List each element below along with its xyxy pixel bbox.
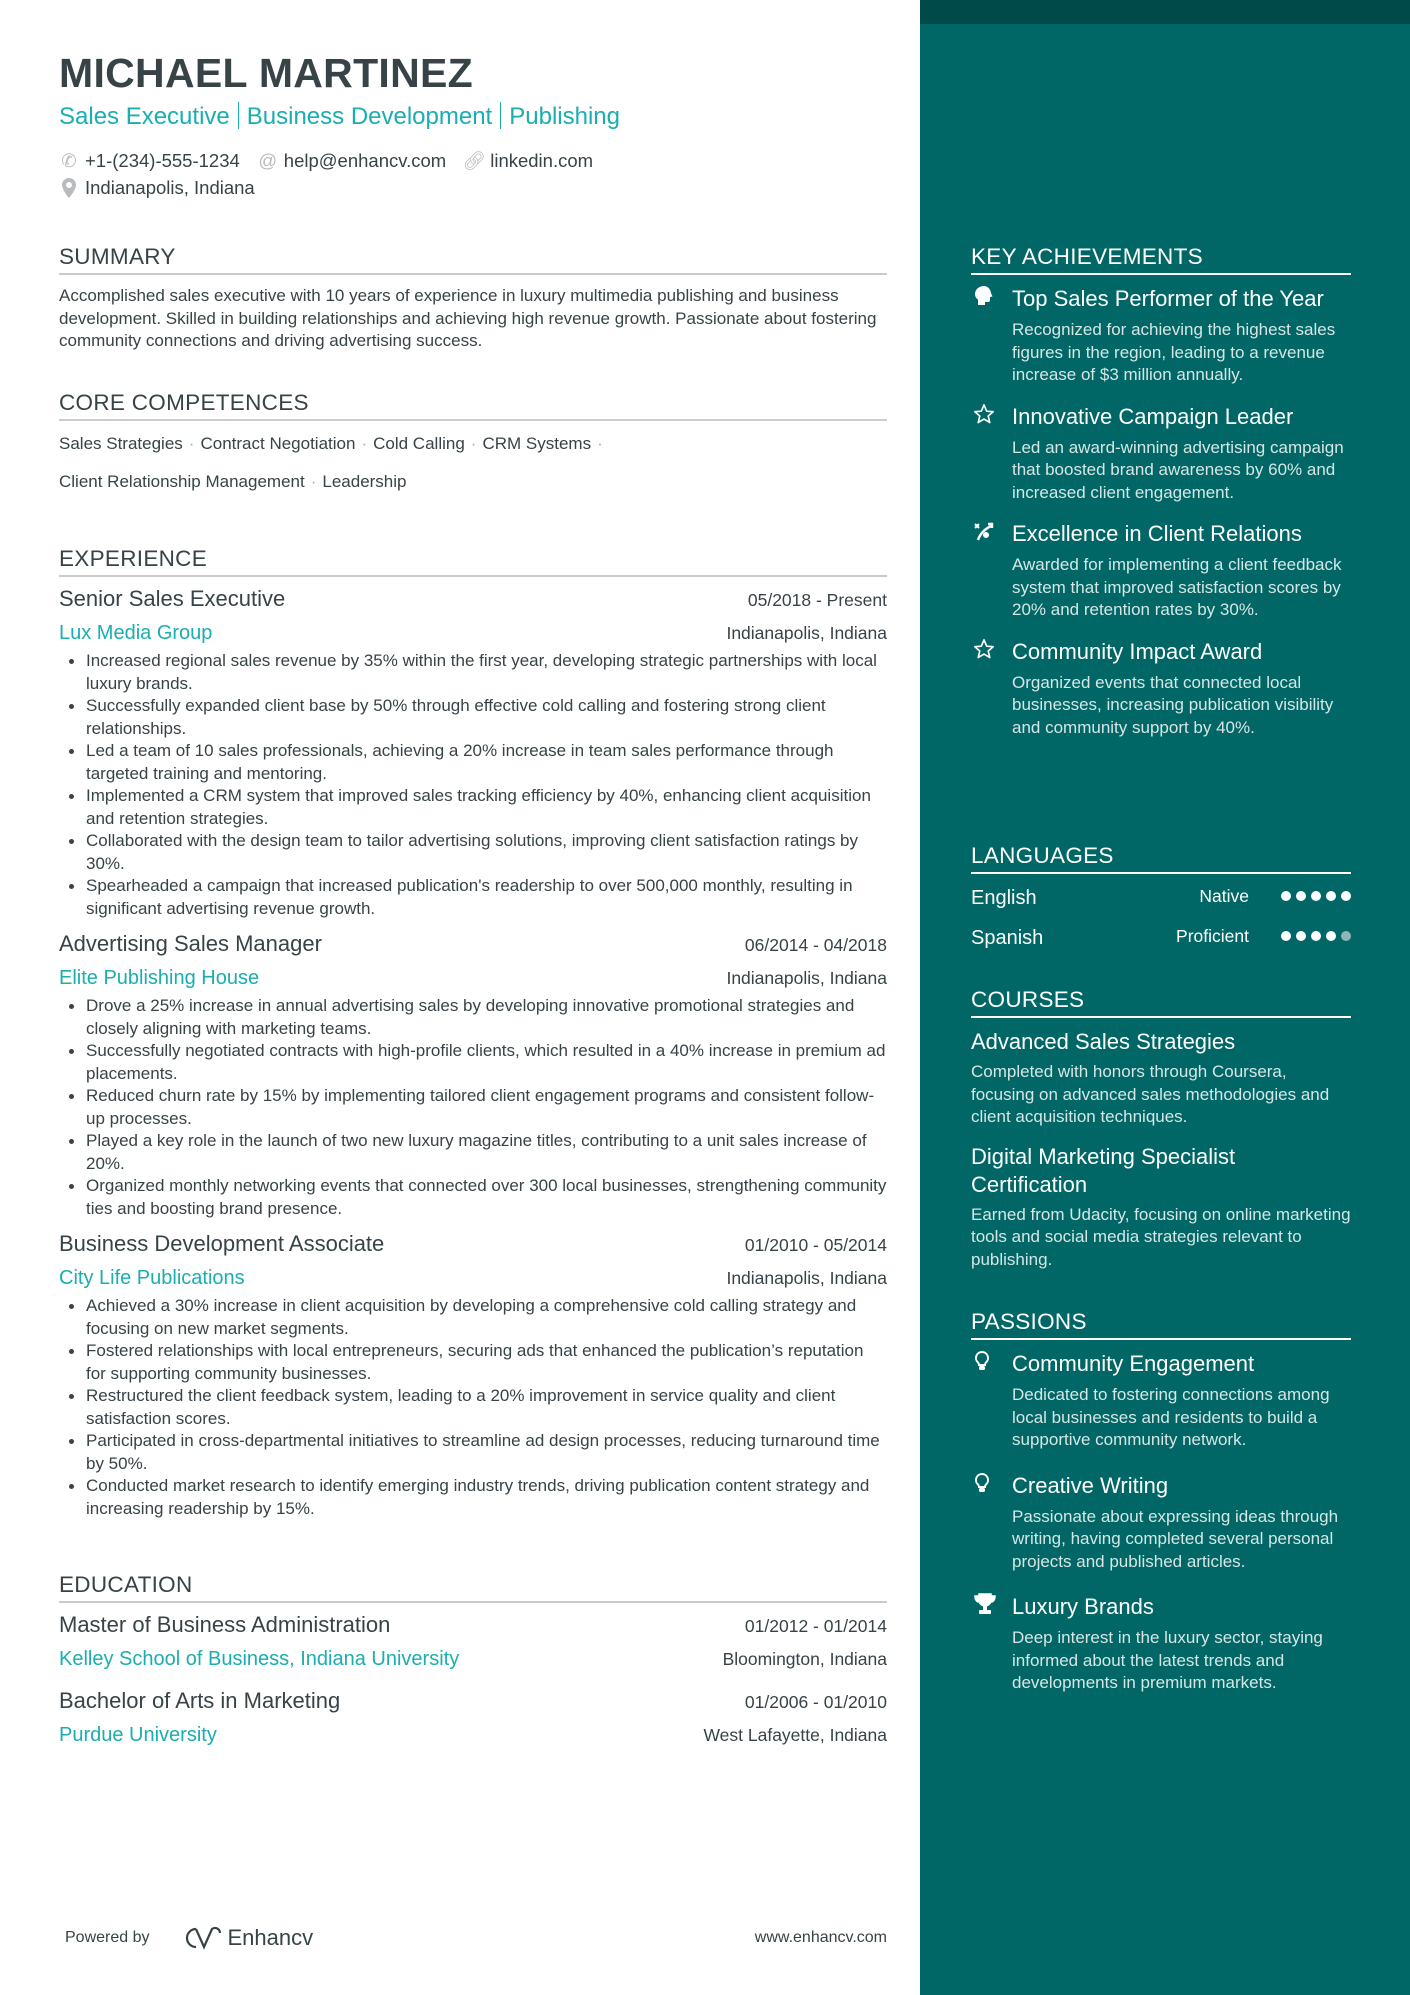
divider — [500, 102, 501, 129]
competence-item: Client Relationship Management — [59, 472, 305, 491]
passions-item — [971, 1350, 1351, 1452]
language-level: Native — [1199, 885, 1249, 906]
achievements-description: Awarded for implementing a client feedback system that improved satisfaction scores by 20% and retention rates by 30%. — [1012, 555, 1342, 619]
course-item — [971, 1028, 1351, 1129]
email[interactable]: help@enhancv.com — [283, 149, 447, 171]
job-subheader — [59, 961, 887, 995]
section-heading: LANGUAGES — [971, 840, 1351, 874]
phone[interactable]: +1-(234)-555-1234 — [85, 149, 240, 171]
rating-dot — [1326, 931, 1336, 941]
bullet-list — [59, 995, 887, 1220]
separator-dot: · — [188, 434, 195, 453]
separator-dot: · — [470, 434, 477, 453]
job-entry — [59, 581, 887, 920]
job-dates: 05/2018 - Present — [747, 590, 887, 610]
linkedin[interactable]: linkedin.com — [490, 149, 594, 171]
competence-list — [59, 425, 887, 501]
course-description: Earned from Udacity, focusing on online marketing tools and social media strategies relevant to publishing. — [971, 1204, 1351, 1269]
competence-item: Sales Strategies — [59, 434, 183, 453]
section-heading: PASSIONS — [971, 1306, 1351, 1340]
location: Indianapolis, Indiana — [85, 176, 255, 198]
section-heading: SUMMARY — [59, 241, 887, 275]
achievements-item — [971, 638, 1351, 740]
achievements-description: Recognized for achieving the highest sales figures in the region, leading to a revenue increase of $3 million annually. — [1012, 320, 1336, 384]
course-item — [971, 1143, 1351, 1272]
bullet-item: Successfully negotiated contracts with high-profile clients, which resulted in a 40% increase in premium ad placements. — [59, 1040, 887, 1085]
summary-text: Accomplished sales executive with 10 years of experience in luxury multimedia publishing and business development. Skilled in building relationships and achieving high revenue growth. Passionate about fostering community connections and driving advertising success. — [59, 286, 877, 350]
degree: Master of Business Administration — [59, 1612, 391, 1637]
bullet-item: Increased regional sales revenue by 35% within the first year, developing strategic partnerships with local luxury brands. — [59, 650, 887, 695]
education-dates: 01/2012 - 01/2014 — [744, 1616, 887, 1636]
rating-dot — [1311, 931, 1321, 941]
title-part: Business Development — [246, 103, 493, 130]
bullet-item: Collaborated with the design team to tailor advertising solutions, improving client satisfaction ratings by 30%. — [59, 830, 887, 875]
achievements-title: Excellence in Client Relations — [1012, 521, 1302, 546]
passions-section — [971, 1306, 1351, 1695]
passions-title: Creative Writing — [1012, 1472, 1169, 1498]
company-name[interactable]: Elite Publishing House — [59, 967, 260, 989]
summary-section — [59, 241, 887, 353]
job-header — [59, 1226, 887, 1261]
education-entry — [59, 1607, 887, 1676]
passions-description: Dedicated to fostering connections among local businesses and residents to build a supportive community network. — [1012, 1385, 1330, 1449]
education-dates: 01/2006 - 01/2010 — [744, 1692, 887, 1712]
job-header — [59, 581, 887, 616]
separator-dot: · — [597, 434, 603, 453]
passions-description: Passionate about expressing ideas through writing, having completed several personal projects and published articles. — [1012, 1506, 1339, 1571]
language-rating — [1281, 891, 1351, 901]
job-location: Indianapolis, Indiana — [726, 968, 887, 988]
bullet-item: Played a key role in the launch of two new luxury magazine titles, contributing to a unit sales increase of 20%. — [59, 1130, 887, 1175]
section-heading: CORE COMPETENCES — [59, 387, 887, 421]
education-entry — [59, 1683, 887, 1752]
course-description: Completed with honors through Coursera, focusing on advanced sales methodologies and client acquisition techniques. — [971, 1062, 1330, 1126]
achievements-item-body — [1012, 285, 1351, 387]
language-level: Proficient — [1176, 925, 1249, 946]
achievements-item-body — [1012, 638, 1351, 740]
achievements-item-body — [1012, 520, 1351, 622]
bullet-item: Led a team of 10 sales professionals, achieving a 20% increase in team sales performance through targeted training and mentoring. — [59, 740, 887, 785]
competence-line — [59, 425, 887, 463]
language-rating — [1281, 931, 1351, 941]
achievements-item — [971, 403, 1351, 505]
footer — [65, 1925, 887, 1951]
bullet-item: Fostered relationships with local entrepreneurs, securing ads that enhanced the publication’s reputation for supporting community businesses. — [59, 1340, 887, 1385]
experience-section — [59, 543, 887, 1526]
title-part: Publishing — [509, 103, 620, 130]
lightbulb-icon — [971, 1472, 1012, 1574]
divider — [238, 102, 239, 129]
passions-title: Community Engagement — [1012, 1351, 1255, 1376]
company-name[interactable]: Lux Media Group — [59, 622, 213, 644]
job-entry — [59, 1226, 887, 1520]
bullet-item: Successfully expanded client base by 50% through effective cold calling and fostering strong client relationships. — [59, 695, 887, 740]
bullet-item: Participated in cross-departmental initiatives to streamline ad design processes, reducing turnaround time by 50%. — [59, 1430, 887, 1475]
phone-icon: ✆ — [61, 149, 77, 171]
trophy-icon — [971, 1593, 1012, 1695]
job-title: Business Development Associate — [59, 1231, 385, 1256]
website-link[interactable]: www.enhancv.com — [754, 1929, 887, 1946]
competence-line — [59, 463, 887, 501]
bullet-item: Spearheaded a campaign that increased publication's readership to over 500,000 monthly, resulting in significant advertising revenue growth. — [59, 875, 887, 920]
brain-icon — [971, 285, 1012, 387]
bullet-list — [59, 650, 887, 920]
section-heading: EDUCATION — [59, 1569, 887, 1603]
language-name: Spanish — [971, 926, 1044, 949]
section-heading: COURSES — [971, 984, 1351, 1018]
rating-dot — [1326, 891, 1336, 901]
passions-item-body — [1012, 1472, 1351, 1574]
at-icon: @ — [258, 149, 278, 171]
location-pin-icon — [59, 178, 79, 198]
rating-dot — [1296, 931, 1306, 941]
lightbulb-icon — [971, 1350, 1012, 1452]
bullet-item: Restructured the client feedback system, leading to a 20% improvement in service quality and client satisfaction scores. — [59, 1385, 887, 1430]
job-title: Senior Sales Executive — [59, 586, 286, 611]
achievements-description: Organized events that connected local businesses, increasing publication visibility and community support by 40%. — [1012, 672, 1334, 737]
job-location: Indianapolis, Indiana — [726, 623, 887, 643]
candidate-name: MICHAEL MARTINEZ — [59, 50, 474, 96]
passions-item-body — [1012, 1350, 1351, 1452]
rating-dot — [1281, 891, 1291, 901]
achievements-title: Community Impact Award — [1012, 638, 1263, 664]
course-title: Advanced Sales Strategies — [971, 1029, 1236, 1054]
language-item — [971, 916, 1351, 956]
courses-section — [971, 984, 1351, 1285]
bullet-item: Drove a 25% increase in annual advertising sales by developing innovative promotional strategies and closely aligning with marketing teams. — [59, 995, 887, 1040]
separator-dot: · — [361, 434, 368, 453]
education-location: Bloomington, Indiana — [722, 1649, 887, 1669]
languages-section — [971, 840, 1351, 956]
bullet-item: Reduced churn rate by 15% by implementing tailored client engagement programs and consistent follow-up processes. — [59, 1085, 887, 1130]
rating-dot — [1281, 931, 1291, 941]
link-icon: 🔗︎ — [462, 149, 486, 171]
school-name[interactable]: Purdue University — [59, 1724, 217, 1746]
achievements-title: Innovative Campaign Leader — [1012, 403, 1294, 429]
candidate-title — [59, 102, 620, 131]
bullet-item: Conducted market research to identify emerging industry trends, driving publication content strategy and increasing readership by 15%. — [59, 1475, 887, 1520]
degree: Bachelor of Arts in Marketing — [59, 1688, 341, 1713]
education-subheader — [59, 1642, 887, 1676]
rating-dot — [1296, 891, 1306, 901]
achievements-item — [971, 285, 1351, 387]
title-part: Sales Executive — [59, 103, 230, 130]
education-section — [59, 1569, 887, 1759]
achievements-description: Led an award-winning advertising campaign that boosted brand awareness by 60% and increased client engagement. — [1012, 437, 1344, 502]
bullet-list — [59, 1295, 887, 1520]
bullet-item: Organized monthly networking events that connected over 300 local businesses, strengthening community ties and boosting brand presence. — [59, 1175, 887, 1220]
education-header — [59, 1607, 887, 1642]
school-name[interactable]: Kelley School of Business, Indiana University — [59, 1648, 460, 1670]
passions-item — [971, 1593, 1351, 1695]
competence-item: Contract Negotiation — [200, 434, 356, 453]
passions-description: Deep interest in the luxury sector, staying informed about the latest trends and developments in premium markets. — [1012, 1628, 1323, 1692]
separator-dot: · — [310, 472, 317, 491]
achievements-item — [971, 520, 1351, 622]
language-item — [971, 876, 1351, 916]
contact-info — [59, 147, 593, 201]
education-header — [59, 1683, 887, 1718]
achievements-item-body — [1012, 403, 1351, 505]
powered-by-label: Powered by — [65, 1929, 150, 1946]
achievements-title: Top Sales Performer of the Year — [1012, 286, 1324, 311]
bullet-item: Achieved a 30% increase in client acquisition by developing a comprehensive cold calling strategy and focusing on new market segments. — [59, 1295, 887, 1340]
sidebar-top-band — [920, 0, 1410, 24]
job-header — [59, 926, 887, 961]
section-heading: EXPERIENCE — [59, 543, 887, 577]
route-icon — [971, 520, 1012, 622]
job-title: Advertising Sales Manager — [59, 931, 322, 956]
section-heading: KEY ACHIEVEMENTS — [971, 241, 1351, 275]
rating-dot — [1311, 891, 1321, 901]
star-icon — [971, 638, 1012, 740]
sidebar — [920, 0, 1410, 1995]
rating-dot — [1341, 891, 1351, 901]
achievements-section — [971, 241, 1351, 739]
star-icon — [971, 403, 1012, 505]
job-dates: 01/2010 - 05/2014 — [744, 1235, 887, 1255]
competences-section — [59, 387, 887, 501]
education-subheader — [59, 1718, 887, 1752]
job-subheader — [59, 616, 887, 650]
passions-item — [971, 1472, 1351, 1574]
enhancv-logo-icon — [176, 1925, 222, 1951]
passions-item-body — [1012, 1593, 1351, 1695]
job-entry — [59, 926, 887, 1220]
course-title: Digital Marketing Specialist Certification — [971, 1143, 1236, 1197]
competence-item: Leadership — [322, 472, 407, 491]
bullet-item: Implemented a CRM system that improved sales tracking efficiency by 40%, enhancing client acquisition and retention strategies. — [59, 785, 887, 830]
job-location: Indianapolis, Indiana — [726, 1268, 887, 1288]
passions-title: Luxury Brands — [1012, 1594, 1154, 1619]
education-location: West Lafayette, Indiana — [703, 1725, 887, 1745]
brand-name: Enhancv — [227, 1925, 314, 1950]
competence-item: CRM Systems — [482, 434, 592, 453]
language-name: English — [971, 886, 1037, 909]
job-dates: 06/2014 - 04/2018 — [744, 935, 887, 955]
competence-item: Cold Calling — [373, 434, 465, 453]
company-name[interactable]: City Life Publications — [59, 1267, 245, 1289]
rating-dot — [1341, 931, 1351, 941]
job-subheader — [59, 1261, 887, 1295]
